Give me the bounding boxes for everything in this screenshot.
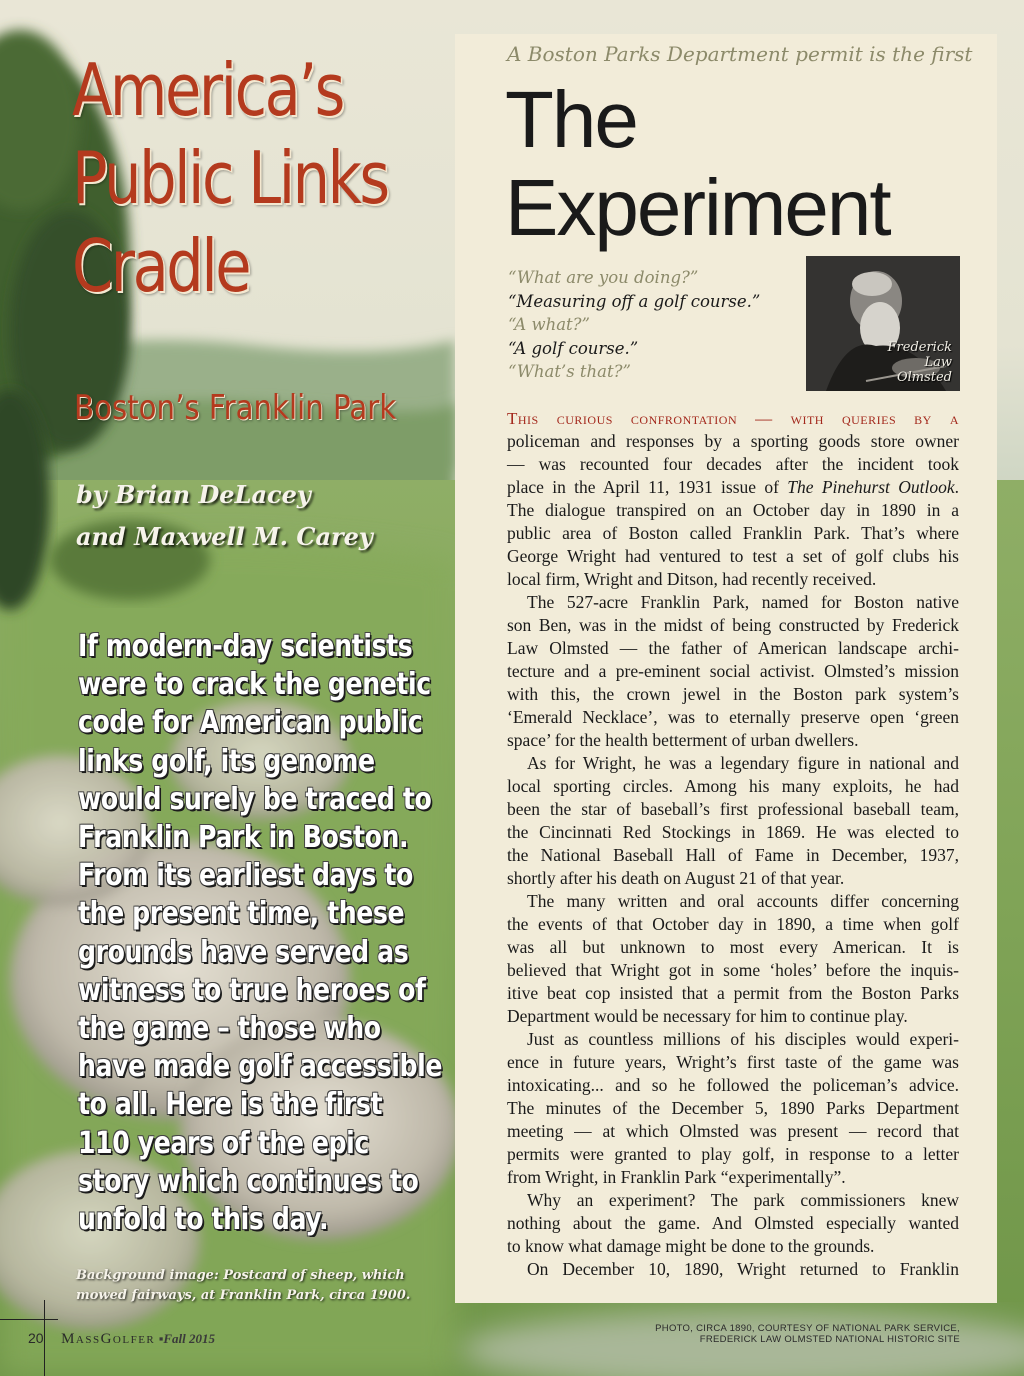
photo-credit xyxy=(655,1323,960,1345)
lead-in: This curious confrontation — with queries by a xyxy=(507,409,959,428)
body-line: local firm, Wright and Ditson, had recently received. xyxy=(507,569,877,589)
main-title-line: Cradle xyxy=(72,224,250,308)
body-line: place in the April 11, 1931 issue of The Pinehurst Outlook. xyxy=(507,477,960,497)
body-line: believed that Wright got in some ‘holes’ before the inquis- xyxy=(507,960,959,980)
body-line: Why an experiment? The park commissioners knew xyxy=(527,1190,959,1210)
body-line: ence in future years, Wright’s first taste of the game was xyxy=(507,1052,959,1072)
subtitle: Boston’s Franklin Park xyxy=(74,388,397,428)
body-line: been the star of baseball’s first professional baseball team, xyxy=(507,799,959,819)
page-number: 20 xyxy=(28,1330,44,1346)
body-line: permits were granted to play golf, in response to a letter xyxy=(507,1144,959,1164)
body-line: public area of Boston called Franklin Park. That’s where xyxy=(507,523,959,543)
body-line: from Wright, in Franklin Park “experimentally”. xyxy=(507,1167,846,1187)
dialogue-line-wright: “A golf course.” xyxy=(508,338,639,358)
body-line: itive beat cop insisted that a permit from the Boston Parks xyxy=(507,983,959,1003)
body-line: The 527-acre Franklin Park, named for Boston native xyxy=(527,592,959,612)
body-line: the National Baseball Hall of Fame in December, 1937, xyxy=(507,845,959,865)
issue-label: ▪Fall 2015 xyxy=(158,1331,216,1346)
body-line: with this, the crown jewel in the Boston park system’s xyxy=(507,684,959,704)
left-column xyxy=(0,0,455,1376)
body-line: intoxicating... and so he followed the policeman’s advice. xyxy=(507,1075,959,1095)
intro-line: witness to true heroes of xyxy=(78,972,426,1008)
body-line: The dialogue transpired on an October day in 1890 in a xyxy=(507,500,959,520)
background-caption xyxy=(76,1266,410,1306)
article-title-line: The xyxy=(505,75,637,164)
byline xyxy=(76,474,373,558)
intro-line: grounds have served as xyxy=(78,934,409,970)
main-title xyxy=(72,46,388,310)
portrait-caption-line: Law xyxy=(924,355,952,370)
body-line: ‘Emerald Necklace’, was to eternally preserve open ‘green xyxy=(507,707,959,727)
photo-credit-line: PHOTO, CIRCA 1890, COURTESY OF NATIONAL PARK SERVICE, xyxy=(655,1323,960,1334)
article-title xyxy=(505,76,890,252)
kicker: A Boston Parks Department permit is the first xyxy=(507,42,973,66)
issue-text: Fall 2015 xyxy=(163,1331,216,1346)
magazine-name: MassGolfer xyxy=(61,1331,156,1347)
body-line: shortly after his death on August 21 of that year. xyxy=(507,868,845,888)
body-line: Department would be necessary for him to continue play. xyxy=(507,1006,908,1026)
article-title-line: Experiment xyxy=(505,163,890,252)
dialogue-block xyxy=(508,266,760,384)
intro-line: If modern-day scientists xyxy=(78,629,413,664)
body-line: — was recounted four decades after the incident took xyxy=(507,454,959,474)
main-title-line: Public Links xyxy=(72,136,388,220)
body-line: to know what damage might be done to the grounds. xyxy=(507,1236,875,1256)
body-line: was all but unknown to most every American. It is xyxy=(507,937,959,957)
dialogue-line-policeman: “What are you doing?” xyxy=(508,268,699,287)
background-caption-line: mowed fairways, at Franklin Park, circa 1900. xyxy=(76,1288,411,1303)
body-line: The many written and oral accounts differ concerning xyxy=(527,891,959,911)
intro-line: would surely be traced to xyxy=(78,781,432,817)
intro-line: 110 years of the epic xyxy=(78,1125,369,1161)
byline-line: by Brian DeLacey xyxy=(76,480,311,509)
body-line: On December 10, 1890, Wright returned to Franklin xyxy=(527,1259,959,1279)
body-line: George Wright had ventured to test a set of golf clubs his xyxy=(507,546,959,566)
body-line: space’ for the health betterment of urban dwellers. xyxy=(507,730,859,750)
body-line: Law Olmsted — the father of American landscape archi- xyxy=(507,638,959,658)
intro-line: From its earliest days to xyxy=(78,858,413,894)
olmsted-portrait xyxy=(806,256,960,391)
body-line: meeting — at which Olmsted was present — record that xyxy=(507,1121,959,1141)
portrait-caption xyxy=(888,340,952,385)
portrait-caption-line: Olmsted xyxy=(896,370,952,385)
article-body xyxy=(507,407,959,1281)
publication-title: The Pinehurst Outlook xyxy=(787,477,955,497)
page-footer xyxy=(28,1330,215,1348)
intro-line: Franklin Park in Boston. xyxy=(78,820,409,856)
dialogue-line-policeman: “What’s that?” xyxy=(508,362,631,381)
dialogue-line-policeman: “A what?” xyxy=(508,315,590,334)
body-line: policeman and responses by a sporting goods store owner xyxy=(507,431,959,451)
body-line: Just as countless millions of his disciples would experi- xyxy=(527,1029,959,1049)
intro-line: the game – those who xyxy=(78,1011,381,1047)
intro-line: have made golf accessible xyxy=(78,1049,443,1085)
background-caption-line: Background image: Postcard of sheep, which xyxy=(76,1268,405,1283)
intro-line: links golf, its genome xyxy=(78,743,375,779)
dialogue-line-wright: “Measuring off a golf course.” xyxy=(508,291,761,311)
body-line: son Ben, was in the midst of being constructed by Frederick xyxy=(507,615,959,635)
body-line: local sporting circles. Among his many exploits, he had xyxy=(507,776,959,796)
body-line: The minutes of the December 5, 1890 Parks Department xyxy=(507,1098,959,1118)
body-line: nothing about the game. And Olmsted especially wanted xyxy=(507,1213,959,1233)
intro-line: unfold to this day. xyxy=(78,1202,329,1238)
byline-line: and Maxwell M. Carey xyxy=(76,522,373,551)
intro-line: story which continues to xyxy=(78,1163,419,1199)
intro-line: code for American public xyxy=(78,705,423,741)
portrait-caption-line: Frederick xyxy=(887,340,952,355)
body-line: tecture and a pre-eminent social activist. Olmsted’s mission xyxy=(507,661,959,681)
photo-credit-line: FREDERICK LAW OLMSTED NATIONAL HISTORIC SITE xyxy=(699,1334,960,1345)
body-line: the Cincinnati Red Stockings in 1869. He was elected to xyxy=(507,822,959,842)
body-line: As for Wright, he was a legendary figure in national and xyxy=(527,753,959,773)
main-title-line: America’s xyxy=(72,48,343,132)
intro-text xyxy=(78,628,443,1239)
intro-line: were to crack the genetic xyxy=(78,667,431,703)
crop-mark-horizontal xyxy=(0,1319,58,1320)
intro-line: to all. Here is the first xyxy=(78,1087,383,1123)
intro-line: the present time, these xyxy=(78,896,405,932)
body-line: the events of that October day in 1890, a time when golf xyxy=(507,914,959,934)
